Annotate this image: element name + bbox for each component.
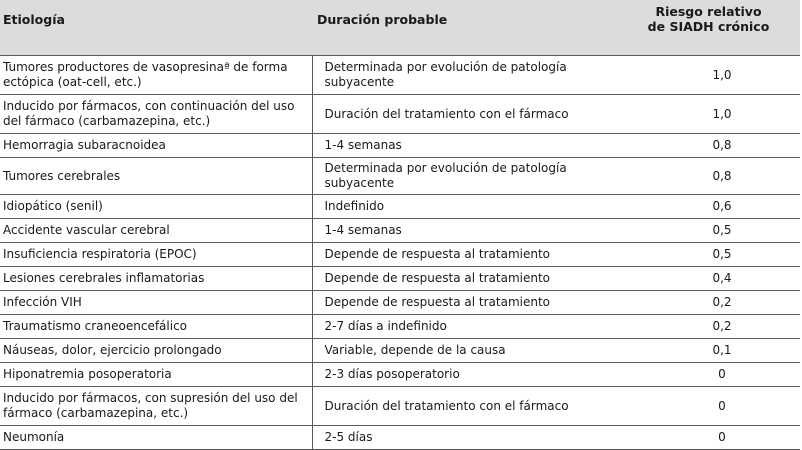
cell-riesgo: 0,5 bbox=[618, 243, 800, 267]
cell-riesgo: 0,2 bbox=[618, 315, 800, 339]
cell-duracion: 2-7 días a indefinido bbox=[312, 315, 618, 339]
table-row bbox=[0, 387, 800, 426]
cell-etiologia: Accidente vascular cerebral bbox=[0, 219, 312, 243]
table-row bbox=[0, 267, 800, 291]
table-header bbox=[0, 0, 800, 56]
cell-etiologia: Tumores cerebrales bbox=[0, 158, 312, 195]
cell-riesgo: 0,1 bbox=[618, 339, 800, 363]
table-row bbox=[0, 426, 800, 450]
cell-riesgo: 1,0 bbox=[618, 95, 800, 134]
cell-duracion: Depende de respuesta al tratamiento bbox=[312, 267, 618, 291]
cell-duracion: Duración del tratamiento con el fármaco bbox=[312, 387, 618, 426]
cell-duracion: 1-4 semanas bbox=[312, 219, 618, 243]
table-row bbox=[0, 134, 800, 158]
cell-etiologia: Náuseas, dolor, ejercicio prolongado bbox=[0, 339, 312, 363]
cell-duracion: 2-3 días posoperatorio bbox=[312, 363, 618, 387]
header-row bbox=[0, 0, 800, 56]
cell-duracion: Depende de respuesta al tratamiento bbox=[312, 243, 618, 267]
header-duracion: Duración probable bbox=[312, 0, 618, 56]
cell-duracion: Determinada por evolución de patología subyacente bbox=[312, 158, 618, 195]
table-row bbox=[0, 363, 800, 387]
cell-etiologia: Neumonía bbox=[0, 426, 312, 450]
cell-etiologia: Idiopático (senil) bbox=[0, 195, 312, 219]
cell-duracion: 2-5 días bbox=[312, 426, 618, 450]
table-row bbox=[0, 158, 800, 195]
cell-duracion: Indefinido bbox=[312, 195, 618, 219]
cell-riesgo: 0 bbox=[618, 387, 800, 426]
table-row bbox=[0, 315, 800, 339]
cell-etiologia: Infección VIH bbox=[0, 291, 312, 315]
table-row bbox=[0, 56, 800, 95]
cell-riesgo: 1,0 bbox=[618, 56, 800, 95]
table-row bbox=[0, 291, 800, 315]
header-riesgo-line2: de SIADH crónico bbox=[647, 19, 770, 34]
cell-riesgo: 0,4 bbox=[618, 267, 800, 291]
cell-riesgo: 0,8 bbox=[618, 158, 800, 195]
cell-etiologia: Insuficiencia respiratoria (EPOC) bbox=[0, 243, 312, 267]
table-row bbox=[0, 243, 800, 267]
cell-riesgo: 0,2 bbox=[618, 291, 800, 315]
cell-etiologia: Hemorragia subaracnoidea bbox=[0, 134, 312, 158]
header-etiologia: Etiología bbox=[0, 0, 312, 56]
cell-duracion: Depende de respuesta al tratamiento bbox=[312, 291, 618, 315]
table-row bbox=[0, 195, 800, 219]
cell-duracion: Determinada por evolución de patología subyacente bbox=[312, 56, 618, 95]
cell-etiologia: Inducido por fármacos, con supresión del uso del fármaco (carbamazepina, etc.) bbox=[0, 387, 312, 426]
cell-etiologia: Tumores productores de vasopresinaª de forma ectópica (oat-cell, etc.) bbox=[0, 56, 312, 95]
cell-etiologia: Lesiones cerebrales inflamatorias bbox=[0, 267, 312, 291]
cell-duracion: 1-4 semanas bbox=[312, 134, 618, 158]
cell-etiologia: Traumatismo craneoencefálico bbox=[0, 315, 312, 339]
cell-riesgo: 0,5 bbox=[618, 219, 800, 243]
header-riesgo-line1: Riesgo relativo bbox=[655, 4, 762, 19]
table-body bbox=[0, 56, 800, 450]
cell-duracion: Duración del tratamiento con el fármaco bbox=[312, 95, 618, 134]
cell-duracion: Variable, depende de la causa bbox=[312, 339, 618, 363]
table-row bbox=[0, 219, 800, 243]
cell-etiologia: Hiponatremia posoperatoria bbox=[0, 363, 312, 387]
table-row bbox=[0, 339, 800, 363]
cell-riesgo: 0,8 bbox=[618, 134, 800, 158]
cell-riesgo: 0 bbox=[618, 426, 800, 450]
cell-riesgo: 0 bbox=[618, 363, 800, 387]
cell-riesgo: 0,6 bbox=[618, 195, 800, 219]
table-row bbox=[0, 95, 800, 134]
header-riesgo bbox=[618, 0, 800, 56]
cell-etiologia: Inducido por fármacos, con continuación del uso del fármaco (carbamazepina, etc.) bbox=[0, 95, 312, 134]
